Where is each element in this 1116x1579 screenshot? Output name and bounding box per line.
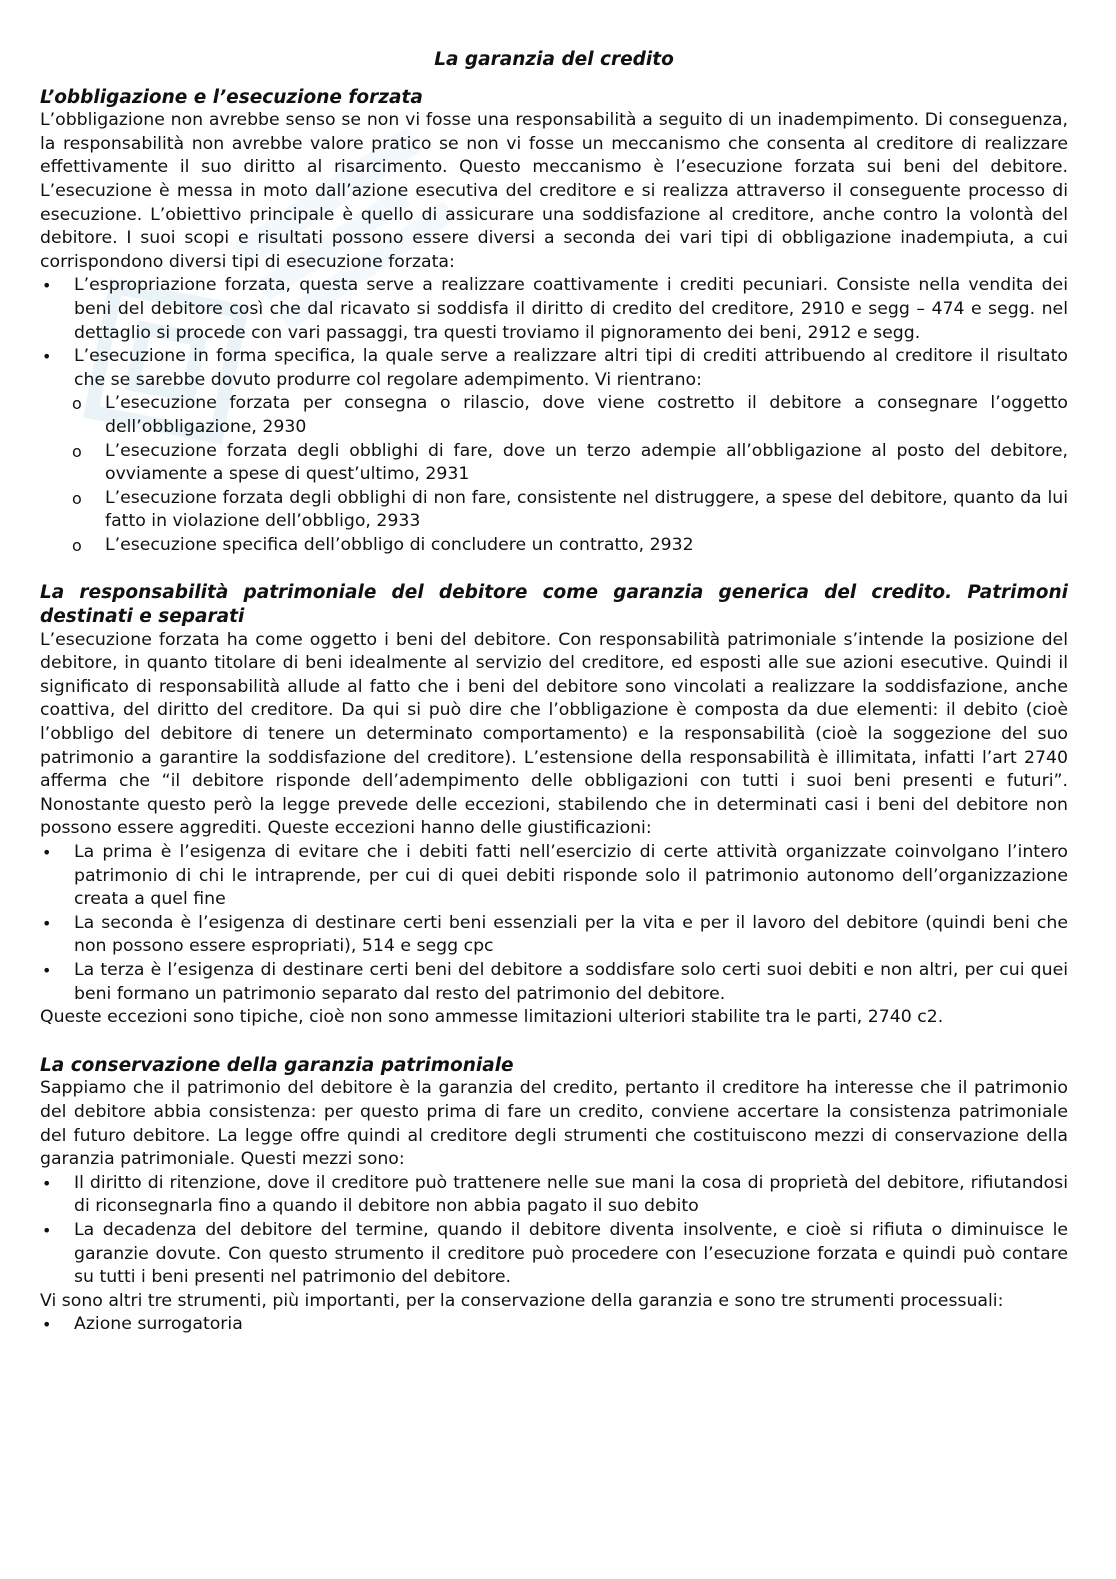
section-paragraph: L’esecuzione forzata ha come oggetto i beni del debitore. Con responsabilità patrimoniale s’intende la posizione del debitore, in quanto titolare di beni idealmente al servizio del creditore, ed esposti alle sue azioni esecutive. Quindi il significato di responsabilità allude al fatto che i beni del debitore sono vincolati a realizzare la soddisfazione, anche coattiva, del diritto del creditore. Da qui si può dire che l’obbligazione è composta da due elementi: il debito (cioè l’obbligo del debitore di tenere un determinato comportamento) e la responsabilità (cioè la soggezione del suo patrimonio a garantire la soddisfazione del creditore). L’estensione della responsabilità è illimitata, infatti l’art 2740 afferma che “il debitore risponde dell’adempimento delle obbligazioni con tutti i suoi beni presenti e futuri”. Nonostante questo però la legge prevede delle eccezioni, stabilendo che in determinati casi i beni del debitore non possono essere aggrediti. Queste eccezioni hanno delle giustificazioni:	[40, 629, 1068, 839]
document-title: La garanzia del credito	[434, 49, 674, 70]
section-paragraph: Sappiamo che il patrimonio del debitore è la garanzia del credito, pertanto il creditore ha interesse che il patrimonio del debitore abbia consistenza: per questo prima di fare un credito, conviene accertare la consistenza patrimoniale del futuro debitore. La legge offre quindi al creditore degli strumenti che costituiscono mezzi di conservazione della garanzia patrimoniale. Questi mezzi sono:	[40, 1078, 1068, 1170]
list-item-text: L’esecuzione in forma specifica, la quale serve a realizzare altri tipi di crediti attribuendo al creditore il risultato che se sarebbe dovuto produrre col regolare adempimento. Vi rientrano:	[74, 346, 1068, 390]
list-item: • La prima è l’esigenza di evitare che i debiti fatti nell’esercizio di certe attività organizzate coinvolgano l’intero patrimonio di chi le intraprende, per cui di quei debiti risponde solo il patrimonio autonomo dell’organizzazione creata a quel fine	[40, 841, 1068, 912]
section-heading: La responsabilità patrimoniale del debitore come garanzia generica del credito. Patrimoni destinati e separati	[40, 582, 1068, 628]
section-closing: Vi sono altri tre strumenti, più importanti, per la conservazione della garanzia e sono tre strumenti processuali:	[40, 1290, 1004, 1311]
section-closing: Queste eccezioni sono tipiche, cioè non sono ammesse limitazioni ulteriori stabilite tra le parti, 2740 c2.	[40, 1007, 944, 1028]
sub-list-item: o L’esecuzione specifica dell’obbligo di concludere un contratto, 2932	[40, 534, 1068, 558]
list-item: • Il diritto di ritenzione, dove il creditore può trattenere nelle sue mani la cosa di proprietà del debitore, rifiutandosi di riconsegnarla fino a quando il debitore non abbia pagato il suo debito	[40, 1172, 1068, 1219]
list-item: • L’espropriazione forzata, questa serve a realizzare coattivamente i crediti pecuniari. Consiste nella vendita dei beni del debitore così che dal ricavato si soddisfa il diritto di credito del creditore, 2910 e segg – 474 e segg. nel dettaglio si procede con vari passaggi, tra questi troviamo il pignoramento dei beni, 2912 e segg.	[40, 274, 1068, 345]
section-heading: L’obbligazione e l’esecuzione forzata	[40, 86, 423, 108]
list-item	[40, 345, 1068, 557]
list-item: • Azione surrogatoria	[40, 1313, 1068, 1337]
list-item: • La terza è l’esigenza di destinare certi beni del debitore a soddisfare solo certi suoi debiti e non altri, per cui quei beni formano un patrimonio separato dal resto del patrimonio del debitore.	[40, 959, 1068, 1006]
sub-bullet-list	[74, 392, 1068, 557]
bullet-list	[40, 841, 1068, 1006]
bullet-list	[40, 1172, 1068, 1290]
sub-list-item: o L’esecuzione forzata per consegna o rilascio, dove viene costretto il debitore a consegnare l’oggetto dell’obbligazione, 2930	[40, 392, 1068, 439]
section-paragraph: L’obbligazione non avrebbe senso se non vi fosse una responsabilità a seguito di un inadempimento. Di conseguenza, la responsabilità non avrebbe valore pratico se non vi fosse un meccanismo che consenta al creditore di realizzare effettivamente il suo diritto al risarcimento. Questo meccanismo è l’esecuzione forzata sui beni del debitore. L’esecuzione è messa in moto dall’azione esecutiva del creditore e si realizza attraverso il conseguente processo di esecuzione. L’obiettivo principale è quello di assicurare una soddisfazione al creditore, anche contro la volontà del debitore. I suoi scopi e risultati possono essere diversi a seconda dei vari tipi di obbligazione inadempiuta, a cui corrispondono diversi tipi di esecuzione forzata:	[40, 110, 1068, 272]
bullet-list	[40, 274, 1068, 557]
list-item: • La decadenza del debitore del termine, quando il debitore diventa insolvente, e cioè si rifiuta o diminuisce le garanzie dovute. Con questo strumento il creditore può procedere con l’esecuzione forzata e quindi può contare su tutti i beni presenti nel patrimonio del debitore.	[40, 1219, 1068, 1290]
bullet-list	[40, 1313, 1068, 1337]
sub-list-item: o L’esecuzione forzata degli obblighi di fare, dove un terzo adempie all’obbligazione al posto del debitore, ovviamente a spese di quest’ultimo, 2931	[40, 440, 1068, 487]
list-item: • La seconda è l’esigenza di destinare certi beni essenziali per la vita e per il lavoro del debitore (quindi beni che non possono essere espropriati), 514 e segg cpc	[40, 912, 1068, 959]
document-page	[40, 48, 1068, 1337]
section-heading: La conservazione della garanzia patrimoniale	[40, 1054, 514, 1076]
sub-list-item: o L’esecuzione forzata degli obblighi di non fare, consistente nel distruggere, a spese del debitore, quanto da lui fatto in violazione dell’obbligo, 2933	[40, 487, 1068, 534]
